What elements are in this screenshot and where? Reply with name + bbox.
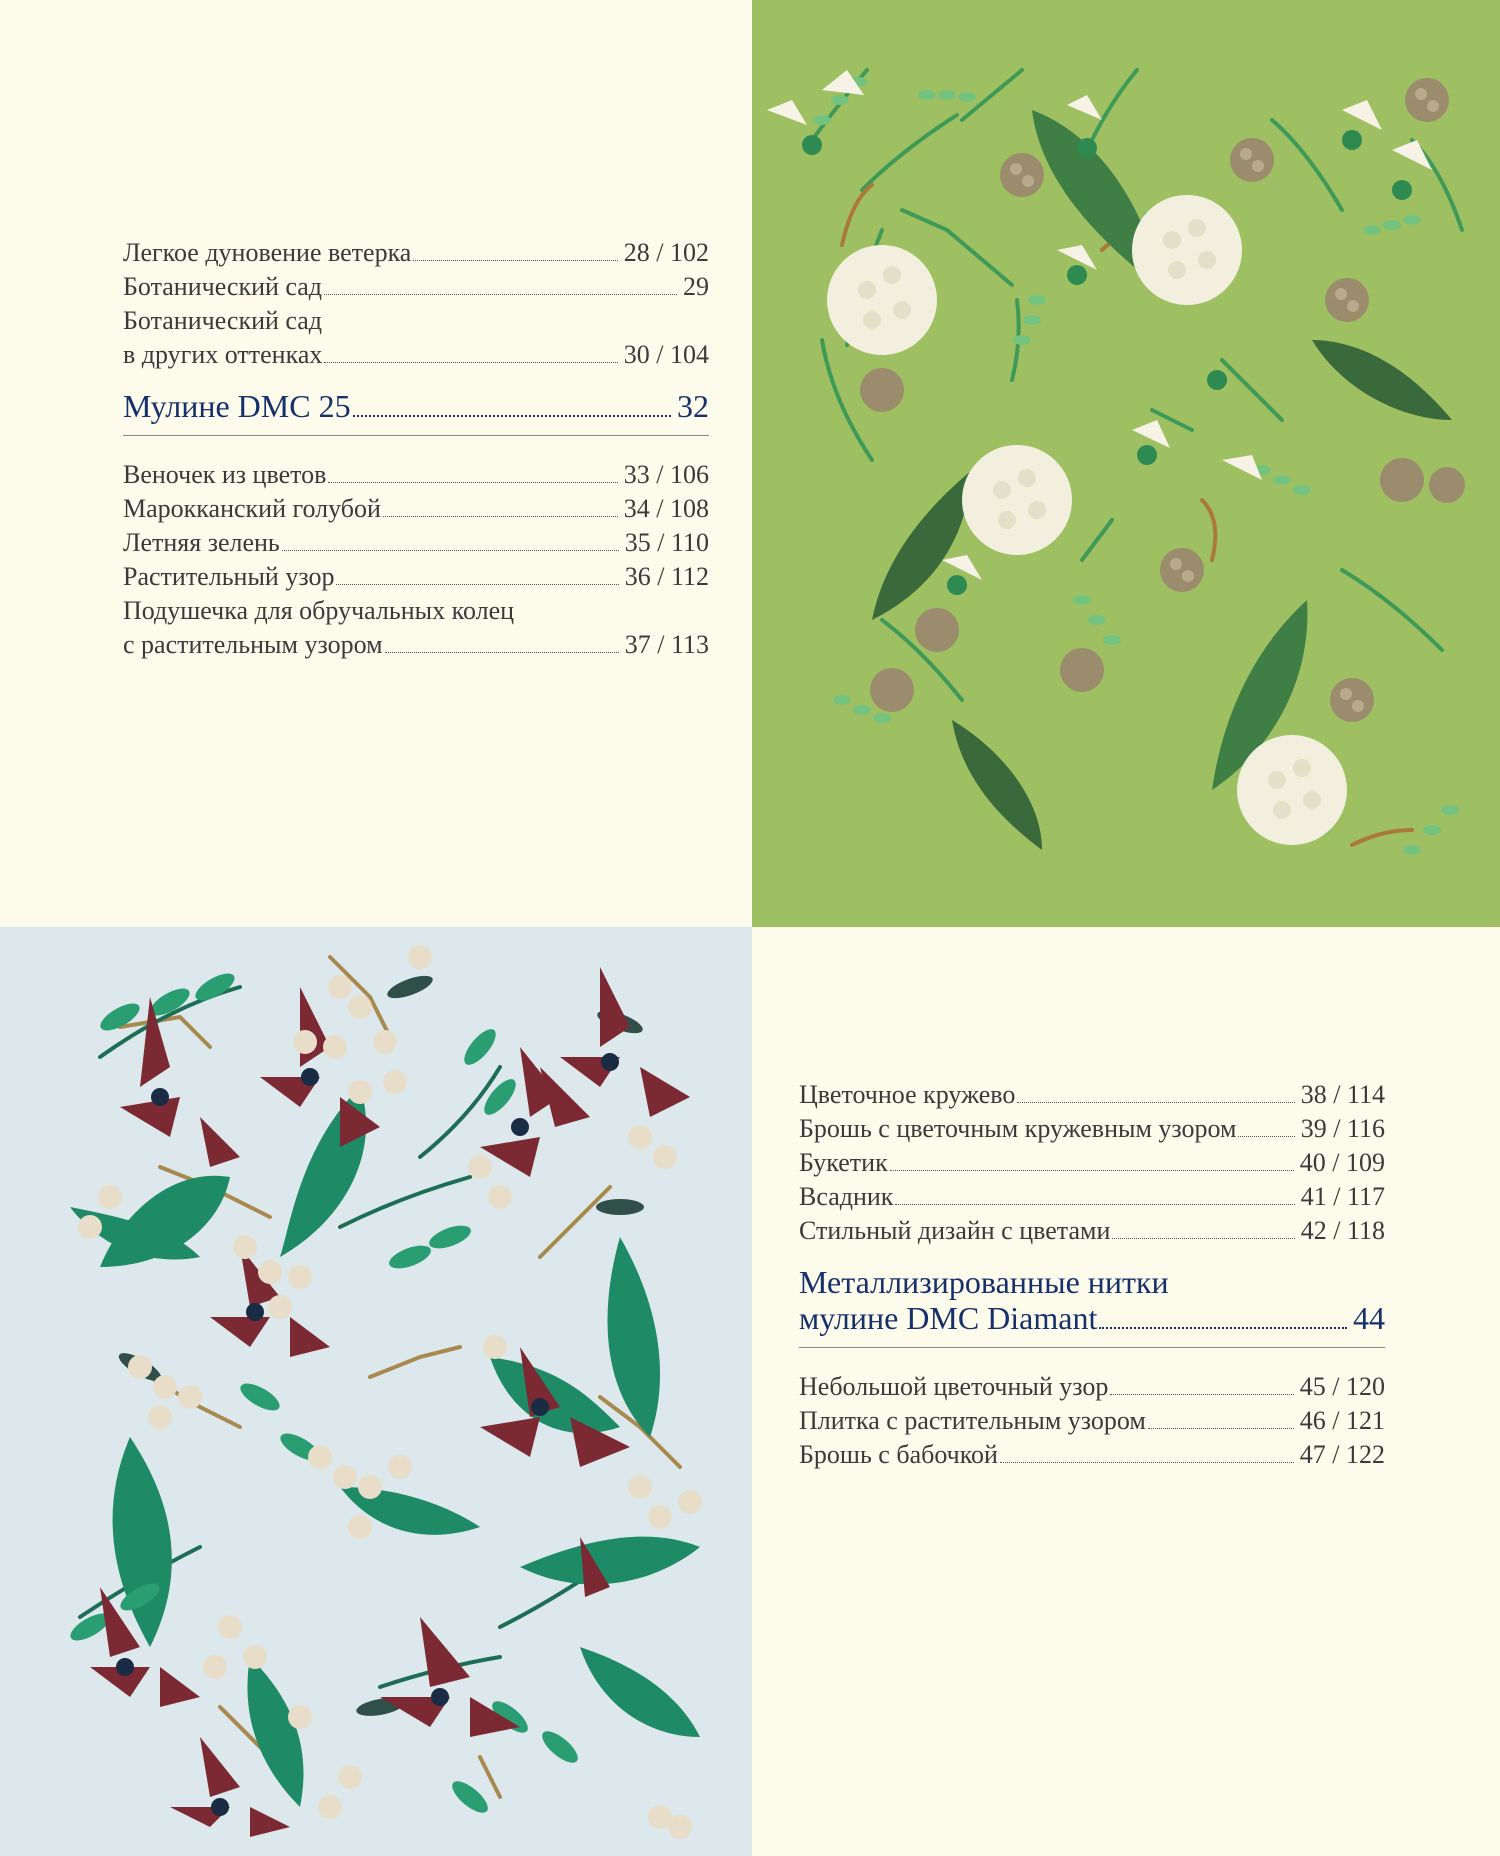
toc-entry-pages: 46 / 121 [1299,1406,1385,1435]
toc-entry-title: Марокканский голубой [123,494,381,523]
toc-entry-pages: 37 / 113 [624,630,709,659]
toc-entry-title-line: Подушечка для обручальных колец [123,596,515,625]
toc-entry-title: Летняя зелень [123,528,280,557]
toc-entry-pages: 35 / 110 [624,528,709,557]
section-rule [123,435,709,436]
toc-entry-title: Плитка с растительным узором [799,1406,1146,1435]
toc-entry-title: Цветочное кружево [799,1080,1016,1109]
toc-entry[interactable] [123,560,709,594]
toc-entry[interactable] [799,1404,1385,1438]
dot-leader [895,1204,1294,1205]
section-rule [799,1347,1385,1348]
dot-leader [1238,1136,1294,1137]
toc-entry-title: Брошь с бабочкой [799,1440,998,1469]
toc-entry-pages: 29 [683,272,709,301]
section-entry [123,388,709,425]
toc-entry-title: в других оттенках [123,340,323,369]
dot-leader [383,516,618,517]
toc-entry-multiline[interactable] [123,304,709,372]
section-page: 32 [677,388,709,424]
dot-leader [385,652,619,653]
toc-section-heading[interactable] [123,388,709,436]
section-title-line: Металлизированные нитки [799,1264,1169,1300]
toc-entry-title: Ботанический сад [123,272,323,301]
dot-leader [413,260,617,261]
toc-block-top [123,236,709,662]
toc-entry-pages: 40 / 109 [1299,1148,1385,1177]
toc-entry[interactable] [799,1214,1385,1248]
toc-entry-title: Всадник [799,1182,894,1211]
toc-entry-title: Растительный узор [123,562,335,591]
section-entry [799,1300,1385,1337]
toc-entry-pages: 39 / 116 [1300,1114,1385,1143]
toc-entry-title: Стильный дизайн с цветами [799,1216,1111,1245]
toc-entry-title: Веночек из цветов [123,460,327,489]
toc-entry[interactable] [123,492,709,526]
toc-entry-pages: 36 / 112 [624,562,709,591]
toc-entry-pages: 28 / 102 [623,238,709,267]
section-title: мулине DMC Diamant [799,1300,1098,1336]
toc-entry-title: Букетик [799,1148,888,1177]
dot-leader [324,362,617,363]
toc-entry-title: с растительным узором [123,630,383,659]
toc-entry-title-line: Ботанический сад [123,306,323,335]
dot-leader [324,294,677,295]
dot-leader [353,415,671,417]
toc-block-bottom [799,1078,1385,1472]
toc-entry[interactable] [799,1370,1385,1404]
toc-entry[interactable] [123,236,709,270]
toc-entry-pages: 42 / 118 [1300,1216,1385,1245]
toc-entry[interactable] [799,1078,1385,1112]
toc-entry[interactable] [799,1146,1385,1180]
dot-leader [1099,1327,1347,1329]
dot-leader [1148,1428,1294,1429]
dot-leader [282,550,619,551]
toc-entry[interactable] [799,1112,1385,1146]
toc-entry-pages: 47 / 122 [1299,1440,1385,1469]
toc-entry-pages: 34 / 108 [623,494,709,523]
toc-entry[interactable] [123,458,709,492]
toc-entry-title: Легкое дуновение ветерка [123,238,412,267]
toc-entry-multiline[interactable] [123,594,709,662]
embroidery-photo-blue [0,927,752,1856]
toc-entry [123,628,709,662]
toc-entry[interactable] [799,1180,1385,1214]
dot-leader [328,482,617,483]
dot-leader [1112,1238,1294,1239]
toc-entry-title: Брошь с цветочным кружевным узором [799,1114,1237,1143]
toc-entry[interactable] [123,526,709,560]
dot-leader [1110,1394,1293,1395]
toc-entry[interactable] [799,1438,1385,1472]
toc-entry-pages: 45 / 120 [1299,1372,1385,1401]
toc-entry-pages: 38 / 114 [1300,1080,1385,1109]
dot-leader [336,584,618,585]
toc-entry[interactable] [123,270,709,304]
dot-leader [1000,1462,1294,1463]
section-page: 44 [1353,1300,1385,1336]
toc-entry-pages: 41 / 117 [1300,1182,1385,1211]
toc-entry-pages: 33 / 106 [623,460,709,489]
toc-section-heading[interactable] [799,1264,1385,1348]
section-title: Мулине DMC 25 [123,388,351,424]
dot-leader [1017,1102,1294,1103]
toc-entry-title: Небольшой цветочный узор [799,1372,1109,1401]
dot-leader [890,1170,1294,1171]
toc-entry-pages: 30 / 104 [623,340,709,369]
embroidery-photo-green [752,0,1500,927]
toc-entry [123,338,709,372]
